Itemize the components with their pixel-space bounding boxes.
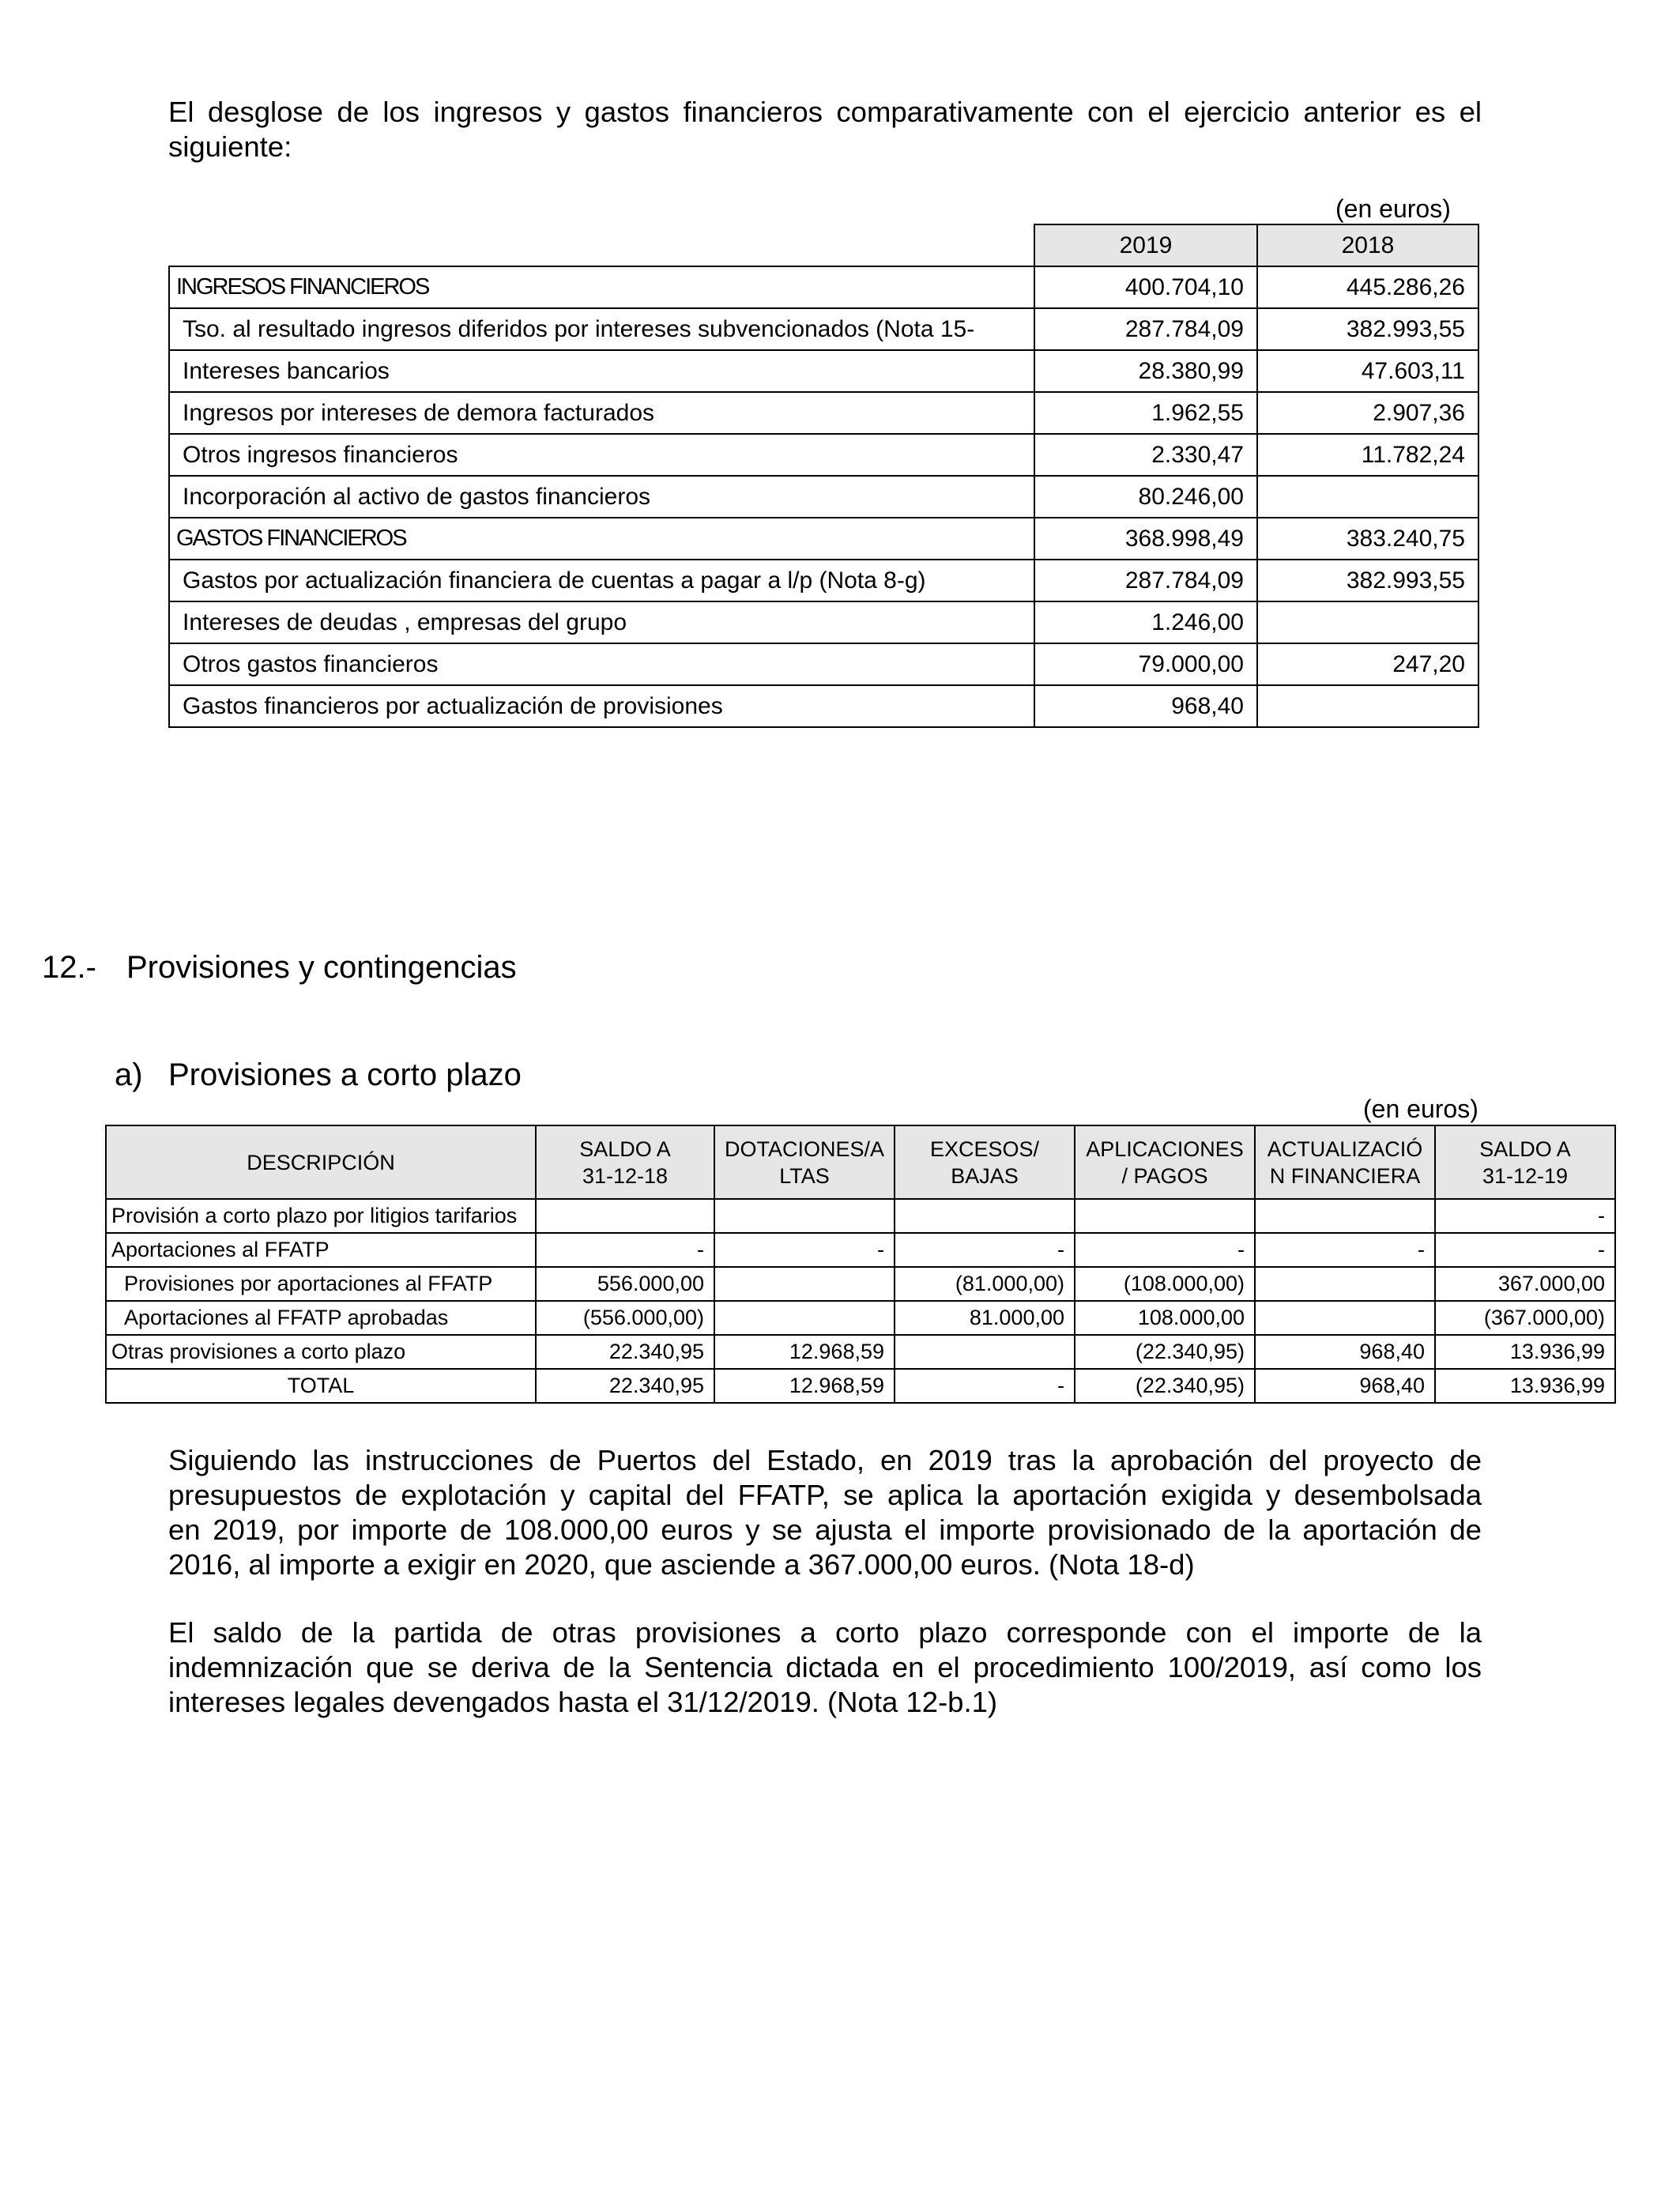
row-label: Intereses bancarios: [169, 350, 1034, 392]
table-cell: [895, 1199, 1075, 1233]
row-label: Aportaciones al FFATP: [106, 1233, 536, 1267]
column-header-line: APLICACIONES: [1086, 1137, 1244, 1161]
table-cell: (22.340,95): [1075, 1369, 1255, 1403]
value-2019: 80.246,00: [1034, 476, 1257, 518]
value-2019: 287.784,09: [1034, 308, 1257, 350]
table-cell: 556.000,00: [536, 1267, 714, 1301]
row-label: Ingresos por intereses de demora facturados: [169, 392, 1034, 434]
intro-paragraph: [168, 95, 1482, 164]
column-header-line: SALDO A: [1479, 1137, 1571, 1161]
table-cell: [714, 1199, 895, 1233]
value-2019: 1.962,55: [1034, 392, 1257, 434]
table-row: [169, 308, 1478, 350]
table-cell: (108.000,00): [1075, 1267, 1255, 1301]
paragraph-line: El saldo de la partida de otras provisiones a corto plazo corresponde con el importe de la: [168, 1616, 1482, 1649]
row-label: Otros ingresos financieros: [169, 434, 1034, 476]
value-2019: 79.000,00: [1034, 643, 1257, 685]
table-cell: [1075, 1199, 1255, 1233]
row-label: Otras provisiones a corto plazo: [106, 1335, 536, 1369]
table2-unit: (en euros): [1363, 1095, 1478, 1123]
table-row: [169, 643, 1478, 685]
table-row: [169, 392, 1478, 434]
table-cell: [714, 1301, 895, 1335]
table-cell: [895, 1335, 1075, 1369]
value-2019: 2.330,47: [1034, 434, 1257, 476]
row-label: TOTAL: [106, 1369, 536, 1403]
value-2018: 47.603,11: [1257, 350, 1478, 392]
table-cell: -: [1435, 1233, 1615, 1267]
intro-line: siguiente:: [168, 130, 292, 163]
column-header: [536, 1125, 714, 1199]
column-header: [106, 1125, 536, 1199]
value-2018: [1257, 685, 1478, 727]
table-row: [106, 1301, 1615, 1335]
column-header-line: SALDO A: [579, 1137, 671, 1161]
section-title: Provisiones y contingencias: [126, 950, 517, 985]
table-row: [169, 685, 1478, 727]
value-2018: [1257, 476, 1478, 518]
table-cell: 22.340,95: [536, 1335, 714, 1369]
table-header-row: [106, 1125, 1615, 1199]
column-header: [714, 1125, 895, 1199]
value-2019: 968,40: [1034, 685, 1257, 727]
table-cell: 13.936,99: [1435, 1335, 1615, 1369]
group-label: GASTOS FINANCIEROS: [169, 518, 1034, 560]
table-row: [106, 1335, 1615, 1369]
row-label: Gastos por actualización financiera de cuentas a pagar a l/p (Nota 8-g): [169, 560, 1034, 601]
table-cell: [1255, 1267, 1435, 1301]
table-cell: (22.340,95): [1075, 1335, 1255, 1369]
row-label: Intereses de deudas , empresas del grupo: [169, 601, 1034, 643]
group-label: INGRESOS FINANCIEROS: [169, 266, 1034, 308]
paragraph-ffatp: [168, 1443, 1482, 1582]
table-row: [169, 266, 1478, 308]
table-cell: -: [895, 1369, 1075, 1403]
row-label: Gastos financieros por actualización de provisiones: [169, 685, 1034, 727]
value-2019: 368.998,49: [1034, 518, 1257, 560]
table-cell: (367.000,00): [1435, 1301, 1615, 1335]
table-row: [169, 434, 1478, 476]
row-label: Otros gastos financieros: [169, 643, 1034, 685]
paragraph-line: intereses legales devengados hasta el 31/12/2019. (Nota 12-b.1): [168, 1686, 998, 1718]
table-row: [169, 518, 1478, 560]
subsection-letter: a): [115, 1057, 143, 1092]
section-number: 12.-: [42, 950, 96, 985]
value-2018: 383.240,75: [1257, 518, 1478, 560]
table-row: [106, 1233, 1615, 1267]
value-2019: 28.380,99: [1034, 350, 1257, 392]
table-cell: -: [895, 1233, 1075, 1267]
paragraph-other-provisions: [168, 1615, 1482, 1720]
intro-line: El desglose de los ingresos y gastos financieros comparativamente con el ejercicio anterior es el: [168, 96, 1482, 128]
table-cell: 81.000,00: [895, 1301, 1075, 1335]
table-cell: 968,40: [1255, 1335, 1435, 1369]
table-cell: (81.000,00): [895, 1267, 1075, 1301]
table-cell: [536, 1199, 714, 1233]
value-2018: 382.993,55: [1257, 560, 1478, 601]
row-label: Provisiones por aportaciones al FFATP: [106, 1267, 536, 1301]
paragraph-line: en 2019, por importe de 108.000,00 euros y se ajusta el importe provisionado de la aportación de: [168, 1514, 1482, 1546]
header-blank-cell: [169, 224, 1034, 266]
column-header-line: / PAGOS: [1121, 1163, 1208, 1188]
table-cell: 12.968,59: [714, 1369, 895, 1403]
value-2018: 2.907,36: [1257, 392, 1478, 434]
short-term-provisions-table: [105, 1125, 1616, 1404]
value-2019: 287.784,09: [1034, 560, 1257, 601]
table-cell: 108.000,00: [1075, 1301, 1255, 1335]
table-cell: [1255, 1301, 1435, 1335]
row-label: Provisión a corto plazo por litigios tarifarios: [106, 1199, 536, 1233]
financial-income-expenses-table: [168, 224, 1479, 728]
column-header-line: EXCESOS/: [929, 1137, 1040, 1161]
table-row: [106, 1199, 1615, 1233]
table-row: [106, 1267, 1615, 1301]
row-label: Incorporación al activo de gastos financieros: [169, 476, 1034, 518]
header-year-2019: 2019: [1034, 224, 1257, 266]
value-2018: 11.782,24: [1257, 434, 1478, 476]
table-cell: 22.340,95: [536, 1369, 714, 1403]
table-cell: -: [1255, 1233, 1435, 1267]
paragraph-line: indemnización que se deriva de la Sentencia dictada en el procedimiento 100/2019, así como los: [168, 1651, 1482, 1683]
table-row: [169, 350, 1478, 392]
column-header-line: LTAS: [779, 1163, 830, 1188]
table-cell: -: [714, 1233, 895, 1267]
table-row: [169, 601, 1478, 643]
table-cell: 968,40: [1255, 1369, 1435, 1403]
column-header-line: DESCRIPCIÓN: [247, 1150, 395, 1174]
value-2019: 400.704,10: [1034, 266, 1257, 308]
row-label: Aportaciones al FFATP aprobadas: [106, 1301, 536, 1335]
column-header-line: ACTUALIZACIÓ: [1267, 1137, 1423, 1161]
column-header: [895, 1125, 1075, 1199]
column-header-line: 31-12-18: [582, 1163, 669, 1188]
value-2018: 247,20: [1257, 643, 1478, 685]
column-header: [1255, 1125, 1435, 1199]
table-header-row: [169, 224, 1478, 266]
paragraph-line: Siguiendo las instrucciones de Puertos del Estado, en 2019 tras la aprobación del proyecto de: [168, 1444, 1482, 1476]
column-header-line: N FINANCIERA: [1269, 1163, 1421, 1188]
value-2018: 382.993,55: [1257, 308, 1478, 350]
table-cell: 12.968,59: [714, 1335, 895, 1369]
column-header-line: 31-12-19: [1482, 1163, 1569, 1188]
subsection-title: Provisiones a corto plazo: [168, 1057, 522, 1092]
table-cell: (556.000,00): [536, 1301, 714, 1335]
table-cell: [714, 1267, 895, 1301]
value-2018: [1257, 601, 1478, 643]
table-cell: -: [1075, 1233, 1255, 1267]
value-2019: 1.246,00: [1034, 601, 1257, 643]
header-year-2018: 2018: [1257, 224, 1478, 266]
table-row: [106, 1369, 1615, 1403]
table-cell: -: [1435, 1199, 1615, 1233]
paragraph-line: 2016, al importe a exigir en 2020, que asciende a 367.000,00 euros. (Nota 18-d): [168, 1548, 1195, 1581]
column-header-line: BAJAS: [951, 1163, 1019, 1188]
table-cell: 367.000,00: [1435, 1267, 1615, 1301]
table-row: [169, 476, 1478, 518]
table-cell: 13.936,99: [1435, 1369, 1615, 1403]
row-label: Tso. al resultado ingresos diferidos por intereses subvencionados (Nota 15-: [169, 308, 1034, 350]
table-row: [169, 560, 1478, 601]
column-header: [1075, 1125, 1255, 1199]
table1-unit: (en euros): [1335, 194, 1451, 223]
paragraph-line: presupuestos de explotación y capital del FFATP, se aplica la aportación exigida y desembolsada: [168, 1479, 1482, 1511]
column-header-line: DOTACIONES/A: [724, 1137, 885, 1161]
table-cell: -: [536, 1233, 714, 1267]
column-header: [1435, 1125, 1615, 1199]
table-cell: [1255, 1199, 1435, 1233]
value-2018: 445.286,26: [1257, 266, 1478, 308]
